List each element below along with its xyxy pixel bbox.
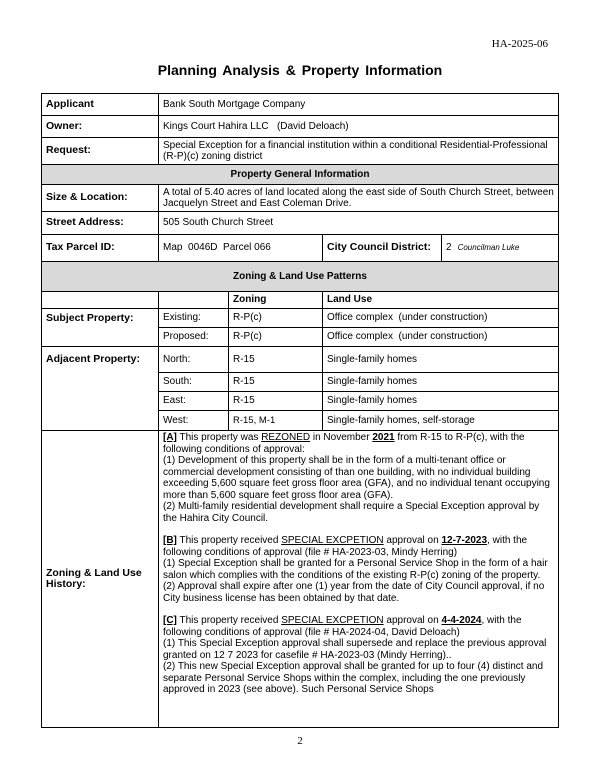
adjacent-zoning: R-15 [229, 392, 323, 411]
adjacent-zoning: R-15 [229, 373, 323, 392]
blank-cell [42, 292, 159, 309]
history-text: , with the following conditions of approval (file # HA-2024-04, David Deloach) [163, 615, 522, 638]
adjacent-direction: East: [159, 392, 229, 411]
council-district-value [442, 235, 559, 262]
request-value: Special Exception for a financial institution within a conditional Residential-Professional (R-P)(c) zoning district [159, 138, 559, 165]
landuse-column-header: Land Use [323, 292, 559, 309]
subject-type: Existing: [159, 309, 229, 328]
adjacent-direction: South: [159, 373, 229, 392]
history-content [159, 431, 559, 728]
history-text: approval on [383, 535, 442, 546]
history-text: from R-15 to R-P(c), with the following conditions of approval: [163, 432, 525, 455]
history-condition: (1) Development of this property shall be in the form of a multi-tenant office or commercial development consisting of than one building, with no individual building exceeding 5,600 square feet gross floor area (GFA), and no individual tenant occupying more than 5,600 square feet gross floor area (GFA). [163, 455, 550, 501]
owner-value: Kings Court Hahira LLC (David Deloach) [159, 116, 559, 138]
tax-parcel-value: Map 0046D Parcel 066 [159, 235, 323, 262]
history-condition: (2) Multi-family residential development shall require a Special Exception approval by the Hahira City Council. [163, 501, 540, 524]
history-condition: (2) Approval shall expire after one (1) year from the date of City Council approval, if no City business license has been obtained by that date. [163, 581, 545, 604]
adjacent-landuse: Single-family homes [323, 373, 559, 392]
district-number: 2 [446, 242, 452, 254]
adjacent-landuse: Single-family homes [323, 392, 559, 411]
adjacent-zoning: R-15 [229, 347, 323, 373]
subject-zoning: R-P(c) [229, 328, 323, 347]
zoning-column-header: Zoning [229, 292, 323, 309]
history-condition: (1) Special Exception shall be granted for a Personal Service Shop in the form of a hair salon which complies with the conditions of the existing R-P(c) zoning of the property. [163, 558, 548, 581]
general-info-heading: Property General Information [42, 165, 559, 185]
history-tag: [B] [163, 535, 177, 546]
page-title: Planning Analysis & Property Information [157, 62, 443, 78]
adjacent-landuse: Single-family homes, self-storage [323, 411, 559, 431]
councilman-name: Councilman Luke [457, 243, 520, 253]
council-district-label: City Council District: [323, 235, 442, 262]
history-text: in November [310, 432, 373, 443]
history-label: Zoning & Land Use History: [42, 431, 159, 728]
history-date: 12-7-2023 [441, 535, 488, 546]
applicant-value: Bank South Mortgage Company [159, 94, 559, 116]
adjacent-landuse: Single-family homes [323, 347, 559, 373]
history-action: SPECIAL EXCPETION [281, 615, 384, 626]
size-location-value: A total of 5.40 acres of land located along the east side of South Church Street, between Jacquelyn Street and East Coleman Drive. [159, 185, 559, 212]
subject-landuse: Office complex (under construction) [323, 328, 559, 347]
subject-zoning: R-P(c) [229, 309, 323, 328]
history-text: This property received [176, 615, 282, 626]
history-action: REZONED [261, 432, 311, 443]
history-condition: (2) This new Special Exception approval shall be granted for up to four (4) distinct and separate Personal Service Shops within the complex, including the one previously approved in 2023 (see above). Such Personal Service Shops [163, 661, 544, 695]
applicant-label: Applicant [42, 94, 159, 116]
tax-parcel-label: Tax Parcel ID: [42, 235, 159, 262]
subject-property-label: Subject Property: [42, 309, 159, 347]
history-entry-c [163, 615, 554, 696]
adjacent-property-label: Adjacent Property: [42, 347, 159, 431]
history-text: approval on [383, 615, 442, 626]
owner-label: Owner: [42, 116, 159, 138]
blank-cell [159, 292, 229, 309]
adjacent-direction: North: [159, 347, 229, 373]
property-info-table [41, 93, 558, 728]
history-entry-a [163, 432, 554, 524]
history-condition: (1) This Special Exception approval shall supersede and replace the previous approval granted on 12 7 2023 for casefile # HA-2023-03 (Mindy Herring).. [163, 638, 547, 661]
adjacent-direction: West: [159, 411, 229, 431]
adjacent-zoning: R-15, M-1 [229, 411, 323, 431]
history-action: SPECIAL EXCPETION [281, 535, 384, 546]
request-label: Request: [42, 138, 159, 165]
history-entry-b [163, 535, 554, 604]
subject-landuse: Office complex (under construction) [323, 309, 559, 328]
history-date: 4-4-2024 [441, 615, 482, 626]
page-number: 2 [297, 735, 303, 747]
size-location-label: Size & Location: [42, 185, 159, 212]
street-address-label: Street Address: [42, 212, 159, 235]
zoning-heading: Zoning & Land Use Patterns [42, 262, 559, 292]
history-tag: [C] [163, 615, 177, 626]
history-tag: [A] [163, 432, 177, 443]
history-text: , with the following conditions of approval (file # HA-2023-03, Mindy Herring) [163, 535, 528, 558]
history-text: This property received [176, 535, 282, 546]
street-address-value: 505 South Church Street [159, 212, 559, 235]
history-date: 2021 [372, 432, 395, 443]
subject-type: Proposed: [159, 328, 229, 347]
case-number: HA-2025-06 [491, 38, 548, 50]
history-text: This property was [176, 432, 262, 443]
